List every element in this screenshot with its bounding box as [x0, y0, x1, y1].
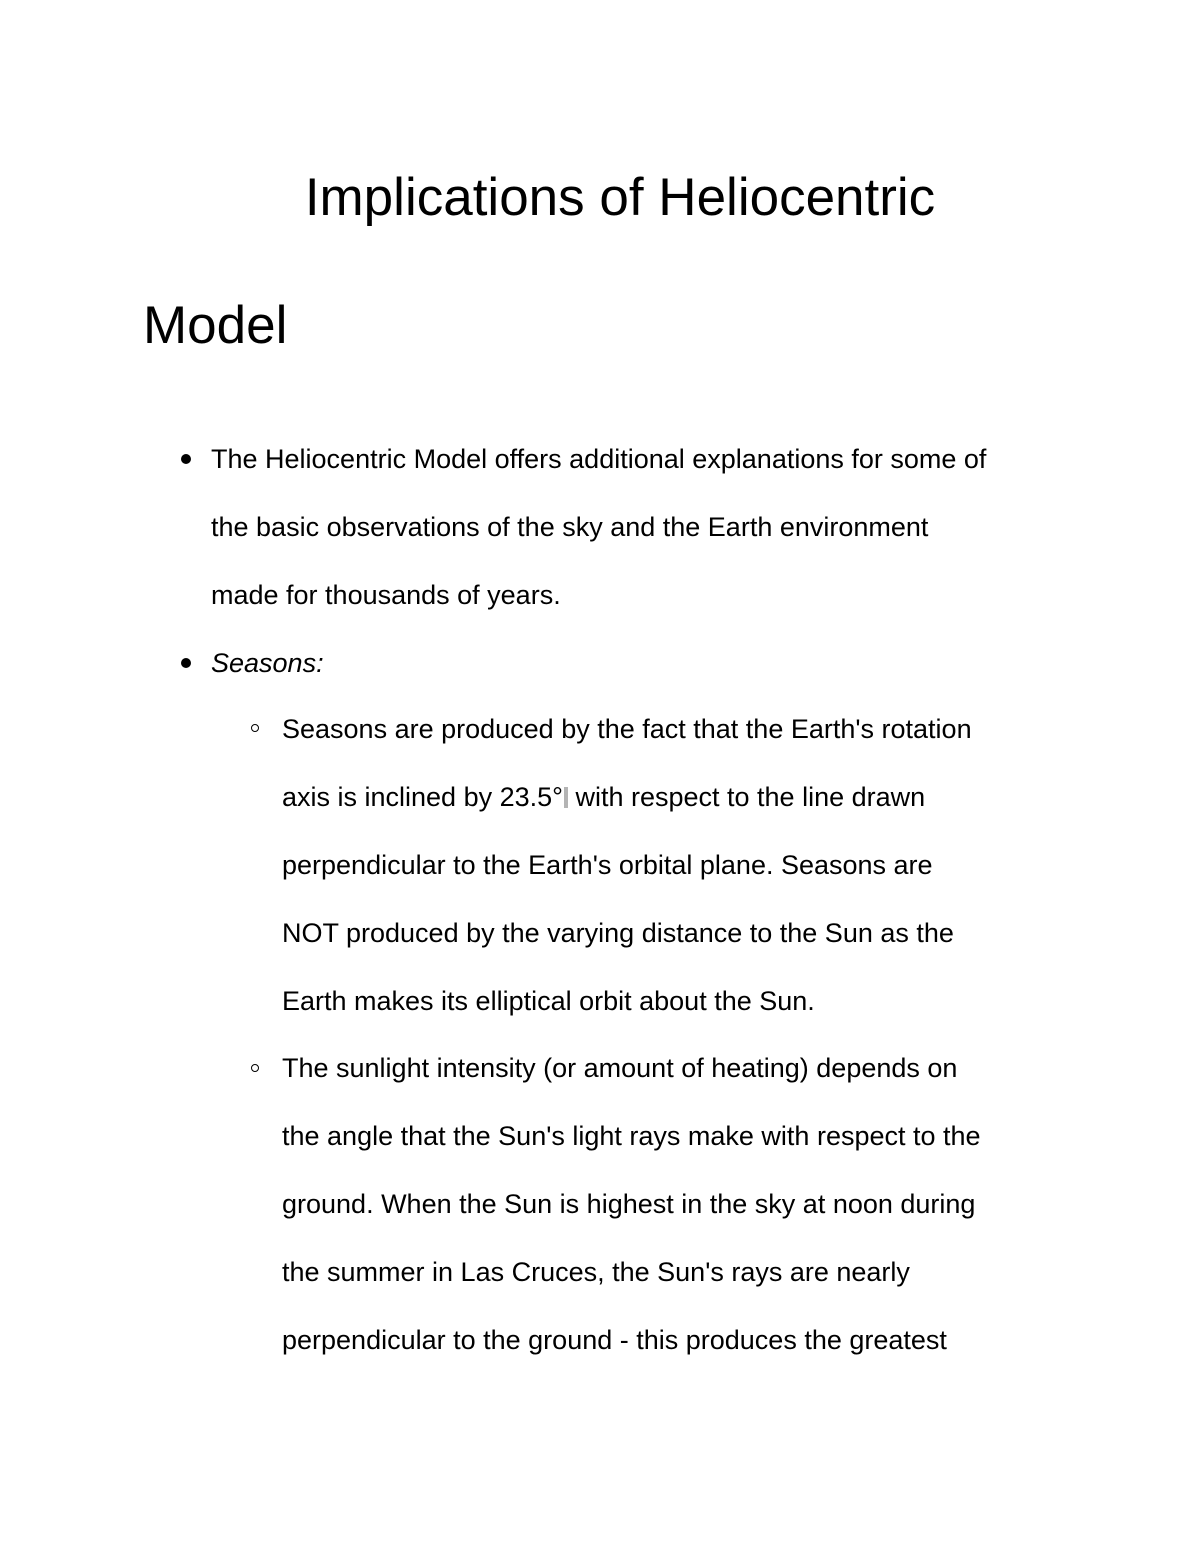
seasons-axis-line: Seasons are produced by the fact that the Earth's rotation — [282, 714, 972, 744]
document-title-line-1: Implications of Heliocentric — [304, 168, 936, 227]
bullet-intro-text — [211, 425, 1091, 629]
sunlight-intensity-line: perpendicular to the ground - this produces the greatest — [282, 1325, 947, 1355]
bullet-intro-line: The Heliocentric Model offers additional explanations for some of — [211, 444, 987, 474]
seasons-axis-line: perpendicular to the Earth's orbital plane. Seasons are — [282, 850, 933, 880]
axis-incline-continued-text: with respect to the line drawn — [567, 782, 926, 812]
document-title-line-2: Model — [143, 296, 288, 355]
seasons-axis-line — [282, 763, 1082, 831]
seasons-axis-line: Earth makes its elliptical orbit about the Sun. — [282, 986, 815, 1016]
bullet-intro-line: made for thousands of years. — [211, 580, 561, 610]
seasons-axis-text — [282, 695, 1082, 1035]
sunlight-intensity-line: The sunlight intensity (or amount of heating) depends on — [282, 1053, 958, 1083]
bullet-dot-icon — [181, 658, 191, 668]
bullet-dot-icon — [181, 454, 191, 464]
bullet-intro-line: the basic observations of the sky and the Earth environment — [211, 512, 929, 542]
axis-incline-text: axis is inclined by 23.5° — [282, 782, 563, 812]
sub-bullet-circle-icon — [251, 724, 259, 732]
seasons-axis-line: NOT produced by the varying distance to the Sun as the — [282, 918, 954, 948]
sunlight-intensity-text — [282, 1034, 1082, 1374]
seasons-heading: Seasons: — [211, 648, 324, 678]
sub-bullet-circle-icon — [251, 1064, 259, 1072]
sunlight-intensity-line: the summer in Las Cruces, the Sun's rays are nearly — [282, 1257, 910, 1287]
sunlight-intensity-line: ground. When the Sun is highest in the sky at noon during — [282, 1189, 976, 1219]
sunlight-intensity-line: the angle that the Sun's light rays make with respect to the — [282, 1121, 981, 1151]
